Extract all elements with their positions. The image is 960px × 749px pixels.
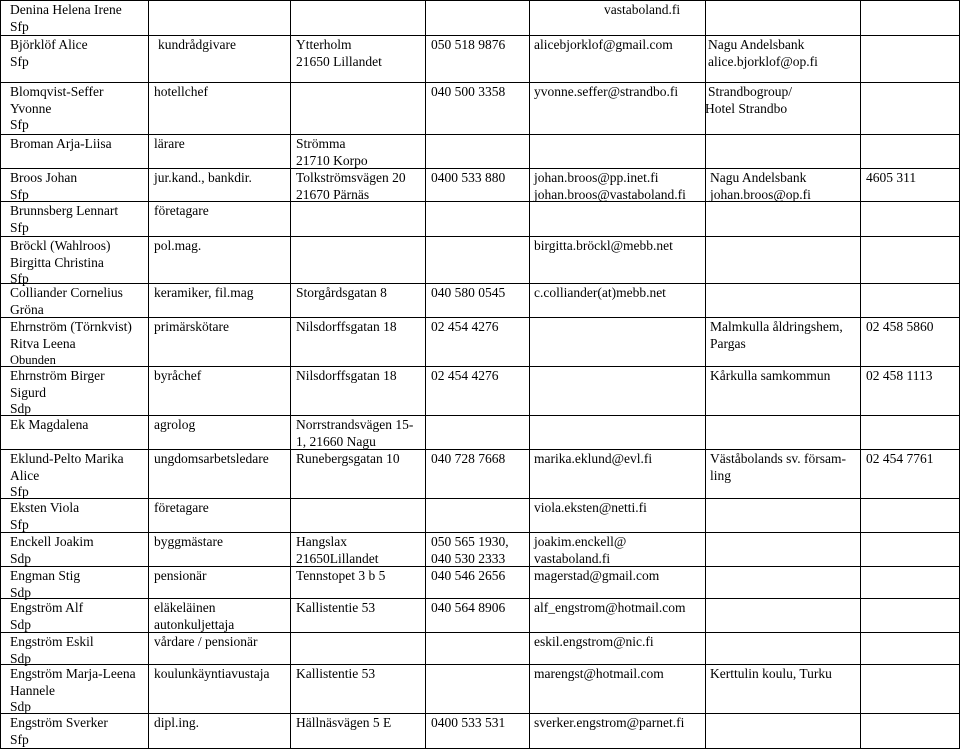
table-rule	[860, 0, 861, 749]
cell-col6-eklund-line0: Väståbolands sv. försam-	[710, 451, 846, 466]
cell-col3-enckell-line1: 21650Lillandet	[296, 550, 379, 566]
cell-col1-engstrom-sverker-line0: Engström Sverker	[10, 715, 108, 730]
table-rule	[529, 0, 530, 749]
table-rule	[0, 283, 960, 284]
cell-col2-engstrom-eskil-line0: vårdare / pensionär	[154, 634, 258, 649]
cell-col5-engstrom-eskil-line0: eskil.engstrom@nic.fi	[534, 634, 654, 649]
cell-col4-colliander-line0: 040 580 0545	[431, 285, 506, 300]
cell-col3-ek-line0: Norrstrandsvägen 15-	[296, 417, 414, 432]
cell-col1-engstrom-sverker-line1: Sfp	[10, 731, 29, 747]
table-rule	[425, 0, 426, 749]
cell-col3-broos-line0: Tolkströmsvägen 20	[296, 170, 406, 185]
cell-col1-ehrnstrom-ritva-line0: Ehrnström (Törnkvist)	[10, 319, 132, 334]
cell-col7-eklund-line0: 02 454 7761	[866, 451, 934, 466]
table-rule	[0, 201, 960, 202]
cell-col3-engstrom-marja-line0: Kallistentie 53	[296, 666, 376, 681]
cell-col2-engman-line0: pensionär	[154, 568, 207, 583]
cell-col1-ehrnstrom-ritva-line1: Ritva Leena	[10, 335, 76, 351]
table-rule	[0, 82, 960, 83]
cell-col1-ehrnstrom-ritva-line2: Obunden	[10, 353, 56, 367]
cell-col6-eklund-line1: ling	[710, 467, 732, 483]
cell-col6-blomqvist-line0: Strandbogroup/	[708, 84, 792, 99]
cell-col4-enckell-line1: 040 530 2333	[431, 550, 506, 566]
cell-col2-blomqvist-line0: hotellchef	[154, 84, 208, 99]
cell-col4-ehrnstrom-ritva-line0: 02 454 4276	[431, 319, 499, 334]
cell-col5-engstrom-sverker-line0: sverker.engstrom@parnet.fi	[534, 715, 685, 730]
cell-col3-enckell-line0: Hangslax	[296, 534, 347, 549]
table-rule	[0, 168, 960, 169]
cell-col5-engstrom-alf-line0: alf_engstrom@hotmail.com	[534, 600, 686, 615]
table-rule	[0, 532, 960, 533]
cell-col2-top2-line0: kundrådgivare	[158, 37, 236, 52]
cell-col3-top2-line0: Ytterholm	[296, 37, 352, 52]
cell-col4-ehrnstrom-birger-line0: 02 454 4276	[431, 368, 499, 383]
cell-col4-engstrom-sverker-line0: 0400 533 531	[431, 715, 506, 730]
cell-col4-eklund-line0: 040 728 7668	[431, 451, 506, 466]
cell-col1-brockl-line1: Birgitta Christina	[10, 254, 104, 270]
cell-col4-enckell-line0: 050 565 1930,	[431, 534, 509, 549]
cell-col1-engstrom-alf-line0: Engström Alf	[10, 600, 84, 615]
cell-col6-top2-line0: Nagu Andelsbank	[708, 37, 805, 52]
cell-col3-engstrom-alf-line0: Kallistentie 53	[296, 600, 376, 615]
cell-col3-ehrnstrom-birger-line0: Nilsdorffsgatan 18	[296, 368, 397, 383]
cell-col1-top1-line1: Sfp	[10, 18, 29, 34]
cell-col1-brockl-line2: Sfp	[10, 271, 29, 286]
cell-col2-engstrom-alf-line1: autonkuljettaja	[154, 616, 235, 632]
cell-col2-engstrom-sverker-line0: dipl.ing.	[154, 715, 200, 730]
cell-col1-ek-line0: Ek Magdalena	[10, 417, 89, 432]
cell-col1-blomqvist-line0: Blomqvist-Seffer	[10, 84, 104, 99]
cell-col1-eklund-line1: Alice	[10, 467, 40, 483]
cell-col4-engstrom-alf-line0: 040 564 8906	[431, 600, 506, 615]
cell-col1-blomqvist-line1: Yvonne	[10, 100, 52, 116]
cell-col1-broos-line0: Broos Johan	[10, 170, 78, 185]
table-rule	[0, 449, 960, 450]
cell-col1-colliander-line1: Gröna	[10, 301, 44, 317]
cell-col2-brunnsberg-line0: företagare	[154, 203, 209, 218]
cell-col6-broos-line0: Nagu Andelsbank	[710, 170, 807, 185]
cell-col1-engstrom-marja-line0: Engström Marja-Leena	[10, 666, 136, 681]
table-rule	[0, 0, 1, 749]
cell-col5-blomqvist-line0: yvonne.seffer@strandbo.fi	[534, 84, 679, 99]
cell-col3-engman-line0: Tennstopet 3 b 5	[296, 568, 386, 583]
cell-col3-top2-line1: 21650 Lillandet	[296, 53, 382, 69]
table-rule	[148, 0, 149, 749]
table-rule	[0, 35, 960, 36]
cell-col5-enckell-line0: joakim.enckell@	[534, 534, 627, 549]
cell-col2-eksten-line0: företagare	[154, 500, 209, 515]
cell-col2-engstrom-alf-line0: eläkeläinen	[154, 600, 216, 615]
cell-col1-enckell-line0: Enckell Joakim	[10, 534, 94, 549]
cell-col1-top1-line0: Denina Helena Irene	[10, 2, 122, 17]
cell-col2-eklund-line0: ungdomsarbetsledare	[154, 451, 269, 466]
cell-col1-engstrom-eskil-line0: Engström Eskil	[10, 634, 94, 649]
cell-col2-ehrnstrom-ritva-line0: primärskötare	[154, 319, 229, 334]
cell-col7-broos-line0: 4605 311	[866, 170, 917, 185]
table-rule	[0, 415, 960, 416]
table-rule	[0, 632, 960, 633]
cell-col5-broos-line0: johan.broos@pp.inet.fi	[534, 170, 659, 185]
cell-col1-broos-line1: Sfp	[10, 186, 29, 202]
cell-col1-engman-line1: Sdp	[10, 584, 32, 600]
cell-col1-engman-line0: Engman Stig	[10, 568, 81, 583]
cell-col6-top2-line1: alice.bjorklof@op.fi	[708, 53, 818, 69]
cell-col1-eklund-line2: Sfp	[10, 484, 29, 499]
cell-col1-brockl-line0: Bröckl (Wahlroos)	[10, 238, 111, 253]
cell-col2-ehrnstrom-birger-line0: byråchef	[154, 368, 202, 383]
cell-col5-brockl-line0: birgitta.bröckl@mebb.net	[534, 238, 673, 253]
table-rule	[0, 236, 960, 237]
cell-col6-engstrom-marja-line0: Kerttulin koulu, Turku	[710, 666, 832, 681]
cell-col1-eksten-line0: Eksten Viola	[10, 500, 80, 515]
cell-col1-enckell-line1: Sdp	[10, 550, 32, 566]
cell-col2-ek-line0: agrolog	[154, 417, 196, 432]
cell-col1-brunnsberg-line0: Brunnsberg Lennart	[10, 203, 119, 218]
cell-col6-ehrnstrom-ritva-line0: Malmkulla åldringshem,	[710, 319, 843, 334]
cell-col7-ehrnstrom-ritva-line0: 02 458 5860	[866, 319, 934, 334]
cell-col5-eksten-line0: viola.eksten@netti.fi	[534, 500, 647, 515]
cell-col6-broos-line1: johan.broos@op.fi	[710, 186, 811, 202]
cell-col3-broman-line1: 21710 Korpo	[296, 152, 368, 168]
cell-col2-enckell-line0: byggmästare	[154, 534, 223, 549]
table-rule	[290, 0, 291, 749]
cell-col5-top2-line0: alicebjorklof@gmail.com	[534, 37, 673, 52]
cell-col5-top1-line0: vastaboland.fi	[604, 2, 681, 17]
cell-col3-ek-line1: 1, 21660 Nagu	[296, 433, 376, 449]
cell-col3-eklund-line0: Runebergsgatan 10	[296, 451, 400, 466]
cell-col5-broos-line1: johan.broos@vastaboland.fi	[534, 186, 686, 202]
cell-col4-engman-line0: 040 546 2656	[431, 568, 506, 583]
cell-col1-broman-line0: Broman Arja-Liisa	[10, 136, 112, 151]
table-rule	[0, 713, 960, 714]
cell-col3-ehrnstrom-ritva-line0: Nilsdorffsgatan 18	[296, 319, 397, 334]
cell-col2-broos-line0: jur.kand., bankdir.	[154, 170, 252, 185]
cell-col5-engman-line0: magerstad@gmail.com	[534, 568, 660, 583]
cell-col1-colliander-line0: Colliander Cornelius	[10, 285, 123, 300]
cell-col4-blomqvist-line0: 040 500 3358	[431, 84, 506, 99]
table-rule	[0, 0, 960, 1]
cell-col1-blomqvist-line2: Sfp	[10, 117, 29, 132]
cell-col2-engstrom-marja-line0: koulunkäyntiavustaja	[154, 666, 270, 681]
table-rule	[0, 598, 960, 599]
cell-col1-ehrnstrom-birger-line0: Ehrnström Birger	[10, 368, 105, 383]
cell-col2-colliander-line0: keramiker, fil.mag	[154, 285, 254, 300]
cell-col1-top2-line1: Sfp	[10, 53, 29, 69]
cell-col1-ehrnstrom-birger-line2: Sdp	[10, 401, 32, 416]
cell-col1-eklund-line0: Eklund-Pelto Marika	[10, 451, 124, 466]
cell-col1-ehrnstrom-birger-line1: Sigurd	[10, 384, 47, 400]
table-rule	[0, 134, 960, 135]
cell-col5-engstrom-marja-line0: marengst@hotmail.com	[534, 666, 664, 681]
table-rule	[0, 317, 960, 318]
cell-col4-broos-line0: 0400 533 880	[431, 170, 506, 185]
table-rule	[0, 664, 960, 665]
cell-col2-brockl-line0: pol.mag.	[154, 238, 202, 253]
cell-col5-eklund-line0: marika.eklund@evl.fi	[534, 451, 653, 466]
table-rule	[0, 498, 960, 499]
cell-col1-brunnsberg-line1: Sfp	[10, 219, 29, 235]
table-rule	[0, 366, 960, 367]
cell-col6-ehrnstrom-birger-line0: Kårkulla samkommun	[710, 368, 831, 383]
cell-col1-engstrom-marja-line2: Sdp	[10, 699, 32, 714]
cell-col1-engstrom-alf-line1: Sdp	[10, 616, 32, 632]
cell-col5-enckell-line1: vastaboland.fi	[534, 550, 611, 566]
cell-col1-top2-line0: Björklöf Alice	[10, 37, 88, 52]
cell-col1-engstrom-eskil-line1: Sdp	[10, 650, 32, 666]
cell-col3-engstrom-sverker-line0: Hällnäsvägen 5 E	[296, 715, 392, 730]
cell-col3-broman-line0: Strömma	[296, 136, 346, 151]
cell-col6-blomqvist-line1: Hotel Strandbo	[705, 100, 788, 116]
cell-col3-colliander-line0: Storgårdsgatan 8	[296, 285, 387, 300]
cell-col3-broos-line1: 21670 Pärnäs	[296, 186, 370, 202]
cell-col2-broman-line0: lärare	[154, 136, 185, 151]
cell-col5-colliander-line0: c.colliander(at)mebb.net	[534, 285, 666, 300]
cell-col1-eksten-line1: Sfp	[10, 516, 29, 532]
cell-col7-ehrnstrom-birger-line0: 02 458 1113	[866, 368, 933, 383]
cell-col6-ehrnstrom-ritva-line1: Pargas	[710, 335, 746, 351]
cell-col4-top2-line0: 050 518 9876	[431, 37, 506, 52]
cell-col1-engstrom-marja-line1: Hannele	[10, 682, 55, 698]
